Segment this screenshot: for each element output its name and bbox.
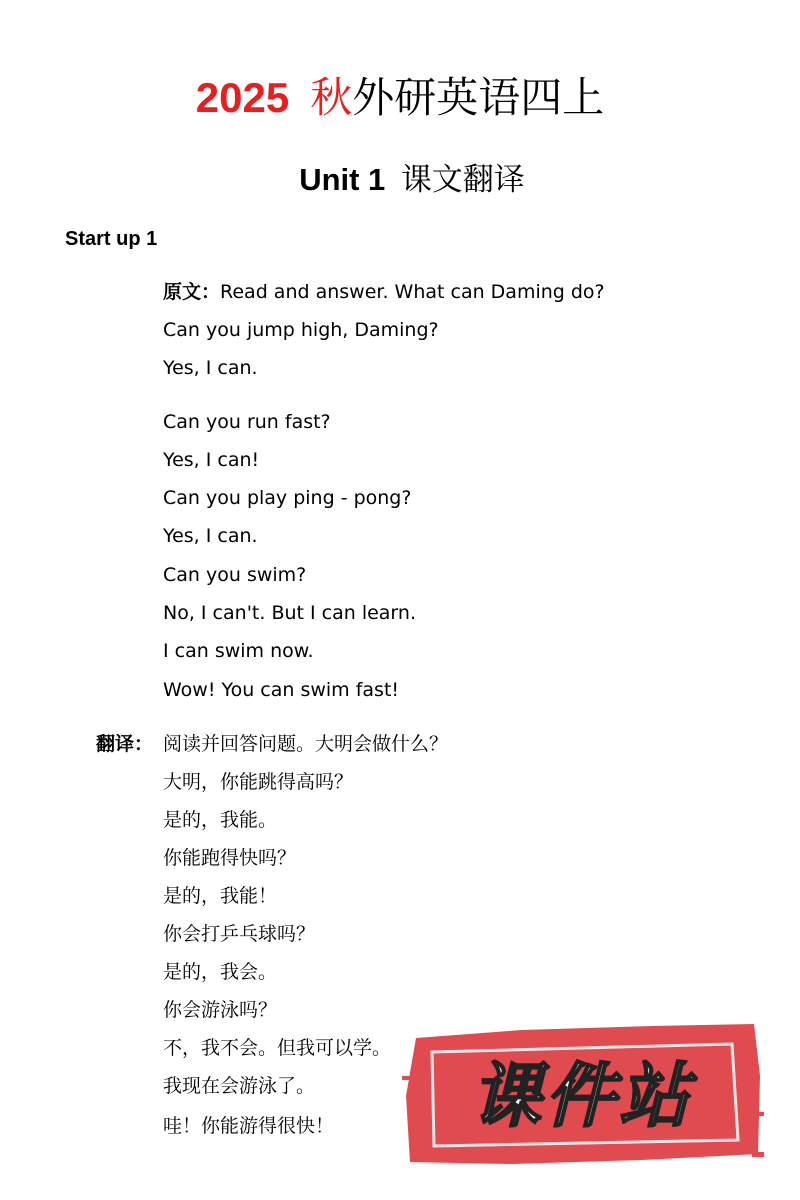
original-line: I can swim now.: [163, 640, 314, 662]
watermark-stamp: [402, 1016, 766, 1166]
translation-line: 是的，我能。: [163, 809, 278, 831]
original-line: Can you run fast?: [163, 411, 331, 433]
translation-line: 不，我不会。但我可以学。: [163, 1037, 392, 1059]
title-year: 2025: [195, 74, 290, 121]
translation-label: 翻译：: [96, 733, 154, 755]
title-course: 外研英语四上: [352, 73, 605, 122]
translation-line: 你会游泳吗？: [163, 999, 278, 1021]
watermark-text: 课件站: [471, 1055, 693, 1137]
original-line: Can you jump high, Daming?: [163, 319, 439, 341]
translation-line: 大明，你能跳得高吗？: [163, 771, 354, 793]
original-first-line: [163, 279, 605, 305]
subtitle-unit: Unit 1: [299, 162, 386, 197]
section-heading: Start up 1: [65, 228, 158, 250]
translation-line: 我现在会游泳了。: [163, 1075, 316, 1097]
original-line: Yes, I can!: [163, 449, 260, 471]
translation-line: 哇！你能游得很快！: [163, 1115, 335, 1137]
page-title: [0, 72, 800, 125]
original-line: Wow! You can swim fast!: [163, 679, 400, 701]
title-season: 秋: [310, 73, 353, 122]
page-subtitle: [0, 160, 800, 200]
original-line: No, I can't. But I can learn.: [163, 602, 416, 624]
original-line: Can you play ping - pong?: [163, 487, 412, 509]
translation-line: 是的，我能！: [163, 885, 278, 907]
translation-line: 是的，我会。: [163, 961, 278, 983]
translation-line: 你能跑得快吗？: [163, 847, 297, 869]
original-line: Yes, I can.: [163, 525, 258, 547]
original-label: 原文：: [163, 281, 221, 303]
original-line: Yes, I can.: [163, 357, 258, 379]
original-line: Can you swim?: [163, 564, 307, 586]
original-instruction: Read and answer. What can Daming do?: [220, 281, 605, 303]
translation-line: 你会打乒乓球吗？: [163, 923, 316, 945]
translation-instruction: 阅读并回答问题。大明会做什么？: [163, 733, 449, 755]
subtitle-topic: 课文翻译: [400, 162, 525, 198]
